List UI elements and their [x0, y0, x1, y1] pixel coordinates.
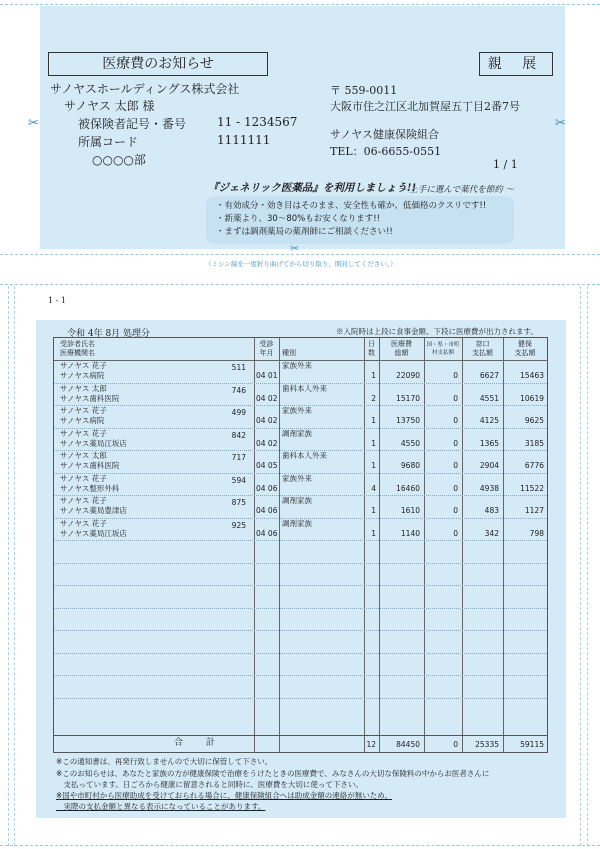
cell-patient: サノヤス 花子 — [60, 361, 107, 370]
cell-public: 0 — [453, 371, 458, 380]
page-code: 1 - 1 — [48, 296, 66, 305]
cell-insurance: 10619 — [520, 393, 544, 403]
col-header-window: 窓口 支払額 — [472, 340, 493, 357]
cell-date: 04 06 — [256, 483, 278, 493]
cell-window: 4938 — [479, 483, 499, 493]
cell-facility: サノヤス病院 — [60, 416, 105, 425]
cell-insurance: 11522 — [520, 483, 544, 493]
cell-public: 0 — [453, 528, 458, 538]
cell-patient: サノヤス 花子 — [60, 496, 107, 505]
col-header-total: 医療費 総額 — [391, 340, 412, 357]
cell-public: 0 — [453, 393, 458, 403]
cell-total: 22090 — [396, 371, 420, 380]
footer-note: ※国や市町村から医療助成を受けておられる場合に、健康保険組合へは助成金額の連絡が無いため、 — [56, 791, 392, 800]
footer-note: 実際の支払金額と異なる表示になっていることがあります。 — [56, 802, 266, 811]
generic-tagline: ～ 上手に選んで薬代を節約 ～ — [398, 185, 514, 195]
dept-name: ○○○○部 — [92, 153, 146, 167]
cell-window: 342 — [484, 528, 499, 538]
cell-public: 0 — [453, 416, 458, 425]
cell-days: 1 — [371, 438, 376, 448]
cell-total: 1610 — [400, 506, 420, 515]
cell-type: 調剤家族 — [282, 428, 312, 438]
cell-date: 04 06 — [256, 528, 278, 538]
footer-note: ※この通知書は、再発行致しませんので大切に保管して下さい。 — [56, 757, 273, 766]
page-indicator: 1 / 1 — [493, 158, 518, 171]
cell-window: 6627 — [479, 371, 499, 380]
cell-facility: サノヤス整形外科 — [60, 483, 120, 493]
cut-instruction: （ミシン線を一度折り曲げてから切り取り、開封してください。） — [205, 260, 397, 268]
cell-code: 594 — [231, 475, 246, 485]
cell-facility: サノヤス薬局江坂店 — [60, 528, 127, 538]
col-header-patient: 受診者氏名 — [60, 340, 95, 348]
cell-public: 0 — [453, 438, 458, 448]
insured-label: 被保険者記号・番号 — [78, 117, 187, 131]
cell-patient: サノヤス 花子 — [60, 473, 107, 483]
col-header-facility: 医療機関名 — [60, 349, 95, 357]
notice-title: 医療費のお知らせ — [48, 52, 268, 76]
cell-patient: サノヤス 花子 — [60, 406, 107, 415]
dept-code-value: 1111111 — [217, 133, 271, 147]
medical-expense-table — [53, 337, 548, 753]
cell-facility: サノヤス歯科医院 — [60, 461, 120, 470]
cell-code: 746 — [231, 385, 246, 395]
cell-facility: サノヤス薬局江坂店 — [60, 438, 127, 448]
company-name: サノヤスホールディングス株式会社 — [50, 82, 240, 96]
cell-type: 家族外来 — [282, 406, 312, 415]
cell-facility: サノヤス歯科医院 — [60, 393, 120, 403]
cell-type: 歯科本人外来 — [282, 383, 327, 393]
cell-code: 875 — [231, 498, 246, 507]
cell-days: 1 — [371, 416, 376, 425]
generic-headline: 『ジェネリック医薬品』を利用しましょう!! — [208, 182, 417, 194]
cell-code: 842 — [231, 430, 246, 440]
cell-days: 1 — [371, 371, 376, 380]
cell-insurance: 798 — [529, 528, 544, 538]
cell-total: 4550 — [400, 438, 420, 448]
cell-window: 1365 — [479, 438, 499, 448]
cell-window: 4125 — [479, 416, 499, 425]
cell-insurance: 3185 — [524, 438, 544, 448]
totals-total: 84450 — [396, 740, 420, 749]
cell-date: 04 01 — [256, 371, 278, 380]
generic-tip: ・新薬より、30～80%もお安くなります!! — [216, 214, 381, 224]
insurer-tel: TEL：06-6655-0551 — [330, 145, 442, 158]
cell-code: 717 — [231, 453, 246, 462]
scissors-icon-bottom: ✂ — [290, 242, 300, 255]
cell-insurance: 15463 — [520, 371, 544, 380]
cell-window: 2904 — [479, 461, 499, 470]
cell-days: 2 — [371, 393, 376, 403]
totals-label: 合 計 — [174, 738, 225, 748]
cell-type: 調剤家族 — [282, 518, 312, 528]
cell-total: 16460 — [396, 483, 420, 493]
col-header-date: 受診 年月 — [259, 340, 274, 357]
cell-date: 04 05 — [256, 461, 278, 470]
confidential-badge: 親 展 — [479, 52, 553, 76]
insurer-name: サノヤス健康保険組合 — [330, 128, 440, 141]
processing-period: 令和 4年 8月 処理分 — [67, 329, 151, 339]
insured-number: 11 - 1234567 — [217, 115, 298, 129]
col-header-insurance: 健保 支払額 — [514, 340, 536, 357]
cell-code: 499 — [231, 408, 246, 417]
cell-patient: サノヤス 太郎 — [60, 383, 107, 393]
postal-code: 〒 559-0011 — [330, 84, 398, 97]
scissors-icon-right: ✂ — [555, 116, 566, 131]
totals-days: 12 — [366, 740, 376, 749]
footer-note: 支払っています。日ごろから健康に留意されると同時に、医療費を大切に使って下さい。 — [56, 780, 363, 789]
totals-public: 0 — [453, 740, 458, 749]
cell-days: 1 — [371, 506, 376, 515]
cell-type: 家族外来 — [282, 361, 312, 370]
cell-code: 925 — [231, 520, 246, 530]
inpatient-note: ※入院時は上段に食事金額、下段に医療費が出力されます。 — [336, 327, 538, 336]
col-header-type: 種別 — [282, 349, 296, 357]
cell-days: 1 — [371, 528, 376, 538]
cell-total: 1140 — [400, 528, 420, 538]
cell-days: 4 — [371, 483, 376, 493]
cell-type: 家族外来 — [282, 473, 312, 483]
cell-facility: サノヤス薬局豊津店 — [60, 506, 127, 515]
cell-public: 0 — [453, 506, 458, 515]
recipient-name: サノヤス 太郎 様 — [64, 99, 155, 113]
cell-patient: サノヤス 花子 — [60, 428, 107, 438]
cell-window: 483 — [484, 506, 499, 515]
footer-note: ※このお知らせは、あなたと家族の方が健康保険で治療をうけたときの医療費で、みなさんの大切な保険料の中からお医者さんに — [56, 769, 490, 778]
cell-code: 511 — [231, 363, 246, 372]
cell-date: 04 02 — [256, 393, 278, 403]
cell-date: 04 06 — [256, 506, 278, 515]
totals-window: 25335 — [475, 740, 499, 749]
cell-total: 13750 — [396, 416, 420, 425]
cell-total: 9680 — [400, 461, 420, 470]
totals-insurance: 59115 — [520, 740, 544, 749]
col-header-public: 国・県・市町 村支払額 — [426, 342, 460, 356]
cell-public: 0 — [453, 483, 458, 493]
scissors-icon-left: ✂ — [28, 116, 39, 131]
col-header-days: 日 数 — [368, 340, 375, 357]
cell-facility: サノヤス病院 — [60, 371, 105, 380]
cell-insurance: 9625 — [524, 416, 544, 425]
cell-insurance: 6776 — [524, 461, 544, 470]
cell-patient: サノヤス 花子 — [60, 518, 107, 528]
cell-type: 歯科本人外来 — [282, 451, 327, 460]
cell-days: 1 — [371, 461, 376, 470]
cell-window: 4551 — [479, 393, 499, 403]
cell-total: 15170 — [396, 393, 420, 403]
cell-date: 04 02 — [256, 438, 278, 448]
cell-public: 0 — [453, 461, 458, 470]
insurer-address: 大阪市住之江区北加賀屋五丁目2番7号 — [330, 100, 520, 113]
dept-code-label: 所属コード — [78, 135, 139, 149]
cell-type: 調剤家族 — [282, 496, 312, 505]
generic-tip: ・まずは調剤薬局の薬剤師にご相談ください!! — [216, 227, 393, 237]
cell-patient: サノヤス 太郎 — [60, 451, 107, 460]
cell-insurance: 1127 — [524, 506, 544, 515]
cell-date: 04 02 — [256, 416, 278, 425]
generic-tip: ・有効成分・効き目はそのまま、安全性も確か、低価格のクスリです!! — [216, 201, 487, 211]
